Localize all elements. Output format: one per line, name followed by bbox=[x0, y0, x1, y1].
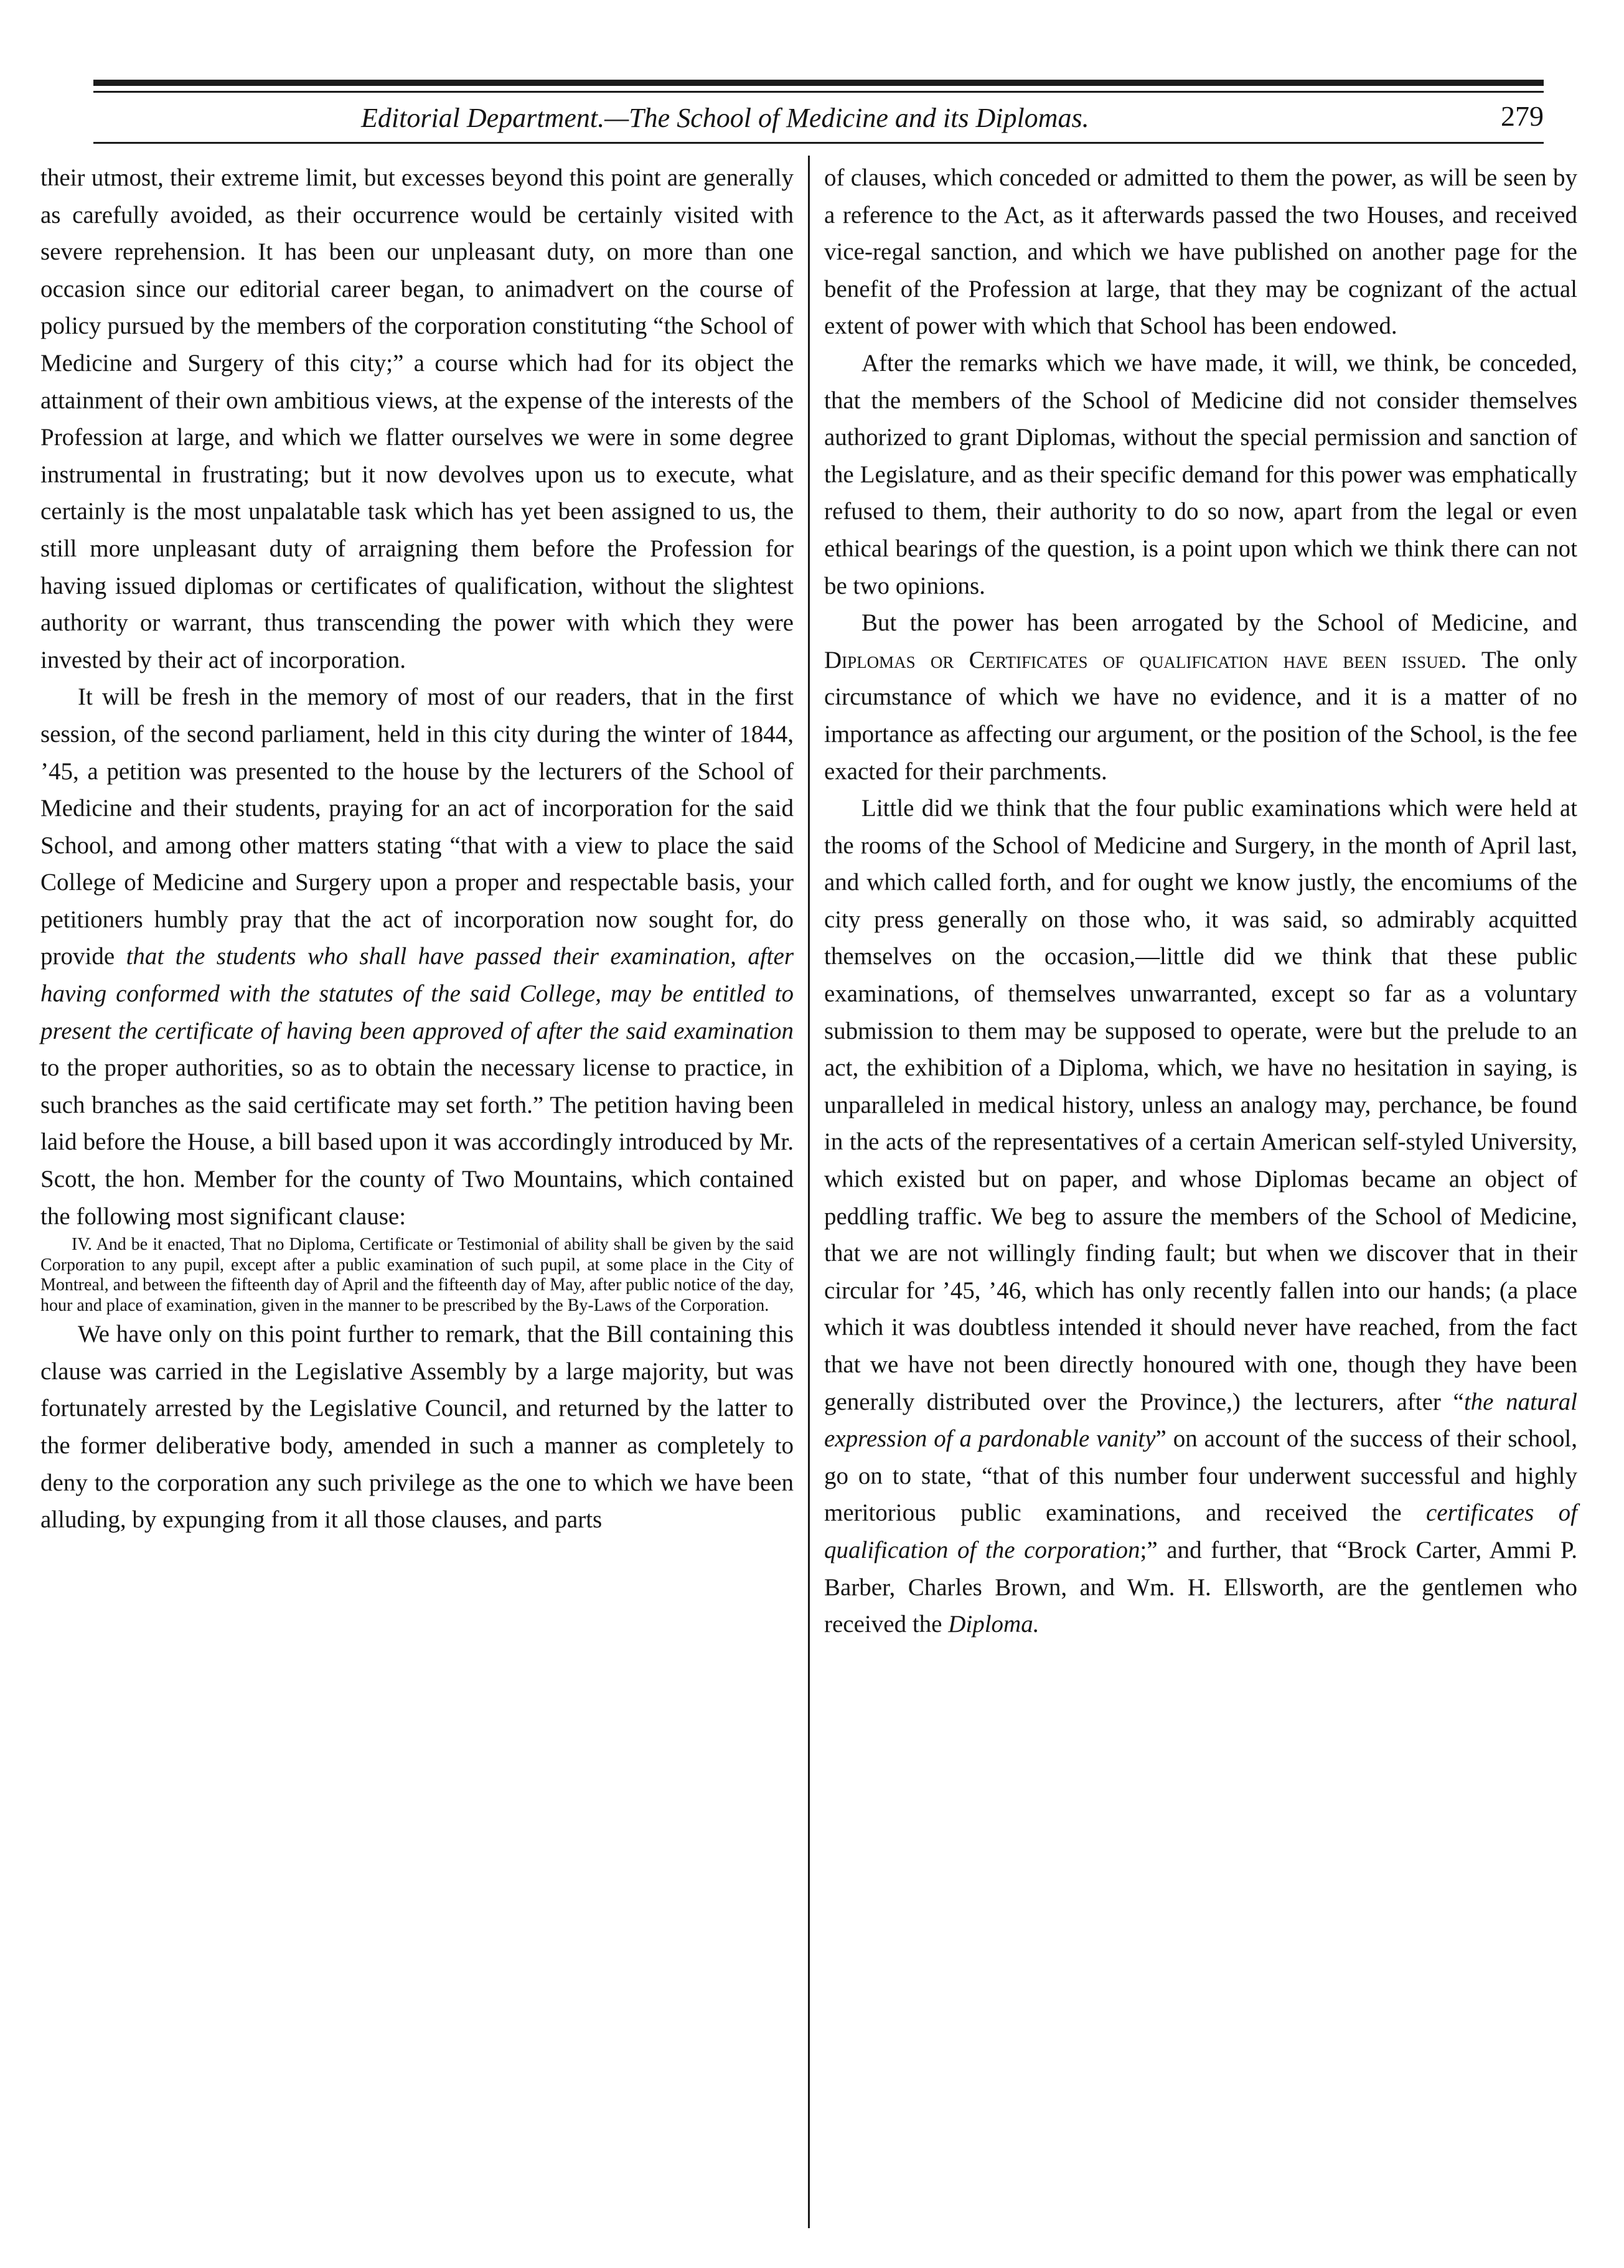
small-caps-text-run: Diplomas or Certificates of qualification have been issued. bbox=[824, 646, 1467, 673]
italic-text-run: that the students who shall have passed their examination, after having conformed with the statutes of the said College, may be entitled to present the certificate of having been approved of after the said examination bbox=[40, 943, 794, 1044]
statute-clause: IV. And be it enacted, That no Diploma, Certificate or Testimonial of ability shall be given by the said Corporation to any pupil, except after a public examination of such pupil, at some place in the City of Montreal, and between the fifteenth day of April and the fifteenth day of May, after public notice of the day, hour and place of examination, given in the manner to be prescribed by the By-Laws of the Corporation. bbox=[40, 1235, 794, 1315]
running-title: Editorial Department.—The School of Medicine and its Diplomas. bbox=[361, 103, 1089, 133]
running-header bbox=[93, 100, 1544, 139]
header-rule-thick bbox=[93, 80, 1544, 86]
text-run: ” on account of the success of their school, go on to state, “that of this number four underwent successful and highly meritorious public examinations, and received the bbox=[824, 1425, 1577, 1527]
header-rule-thin bbox=[93, 91, 1544, 93]
paragraph bbox=[824, 604, 1577, 790]
italic-text-run: the natural expression of a pardonable vanity bbox=[824, 1388, 1577, 1453]
text-run: The only circumstance of which we have no evidence, and it is a matter of no importance as affecting our argument, or the position of the School, is the fee exacted for their parchments. bbox=[824, 646, 1577, 785]
header-underline bbox=[93, 142, 1544, 144]
text-run: It will be fresh in the memory of most of our readers, that in the first session, of the second parliament, held in this city during the winter of 1844, ’45, a petition was presented to the house by the lecturers of the School of Medicine and their students, praying for an act of incorporation for the said School, and among other matters stating “that with a view to place the said College of Medicine and Surgery upon a proper and respectable basis, your petitioners humbly pray that the act of incorporation now sought for, do provide bbox=[40, 683, 794, 970]
paragraph: of clauses, which conceded or admitted to them the power, as will be seen by a reference to the Act, as it afterwards passed the two Houses, and received vice-regal sanction, and which we have published on another page for the benefit of the Profession at large, that they may be cognizant of the actual extent of power with which that School has been endowed. bbox=[824, 164, 1577, 340]
paragraph bbox=[40, 678, 794, 1235]
page-number: 279 bbox=[1501, 100, 1544, 132]
paragraph bbox=[824, 790, 1577, 1643]
text-run: to the proper authorities, so as to obtain the necessary license to practice, in such branches as the said certificate may set forth.” The petition having been laid before the House, a bill based upon it was accordingly introduced by Mr. Scott, the hon. Member for the county of Two Mountains, which contained the following most significant clause: bbox=[40, 1054, 794, 1230]
text-run: ;” and further, that “Brock Carter, Ammi P. Barber, Charles Brown, and Wm. H. Ellsworth, are the gentlemen who received the bbox=[824, 1536, 1577, 1638]
italic-text-run: certificates of qualification of the corporation bbox=[824, 1499, 1577, 1563]
paragraph: their utmost, their extreme limit, but excesses beyond this point are generally as carefully avoided, as their occurrence would be certainly visited with severe reprehension. It has been our unpleasant duty, on more than one occasion since our editorial career began, to animadvert on the course of policy pursued by the members of the corporation constituting “the School of Medicine and Surgery of this city;” a course which had for its object the attainment of their own ambitious views, at the expense of the interests of the Profession at large, and which we flatter ourselves we were in some degree instrumental in frustrating; but it now devolves upon us to execute, what certainly is the most unpalatable task which has yet been assigned to us, the still more unpleasant duty of arraigning them before the Profession for having issued diplomas or certificates of qualification, without the slightest authority or warrant, thus transcending the power with which they were invested by their act of incorporation. bbox=[40, 164, 794, 673]
right-column bbox=[824, 159, 1577, 1643]
text-run: But the power has been arrogated by the School of Medicine, and bbox=[861, 609, 1577, 637]
paragraph: After the remarks which we have made, it will, we think, be conceded, that the members of the School of Medicine did not consider themselves authorized to grant Diplomas, without the special permission and sanction of the Legislature, and as their specific demand for this power was emphatically refused to them, their authority to do so now, apart from the legal or even ethical bearings of the question, is a point upon which we think there can not be two opinions. bbox=[824, 349, 1577, 599]
paragraph: We have only on this point further to remark, that the Bill containing this clause was carried in the Legislative Assembly by a large majority, but was fortunately arrested by the Legislative Council, and returned by the latter to the former deliberative body, amended in such a manner as completely to deny to the corporation any such privilege as the one to which we have been alluding, by expunging from it all those clauses, and parts bbox=[40, 1321, 794, 1534]
italic-text-run: Diploma. bbox=[948, 1611, 1040, 1638]
text-run: Little did we think that the four public examinations which were held at the rooms of the School of Medicine and Surgery, in the month of April last, and which called forth, and for ought we know justly, the encomiums of the city press generally on those who, it was said, so admirably acquitted themselves on the occasion,—little did we think that these public examinations, of themselves unwarranted, except so far as a voluntary submission to them may be supposed to operate, were but the prelude to an act, the exhibition of a Diploma, which, we have no hesitation in saying, is unparalleled in medical history, unless an analogy may, perchance, be found in the acts of the representatives of a certain American self-styled University, which existed but on paper, and whose Diplomas became an object of peddling traffic. We beg to assure the members of the School of Medicine, that we are not willingly finding fault; but when we discover that in their circular for ’45, ’46, which has only recently fallen into our hands; (a place which it was doubtless intended it should never have reached, from the fact that we have not been directly honoured with one, though they have been generally distributed over the Province,) the lecturers, after “ bbox=[824, 795, 1577, 1415]
column-divider bbox=[808, 156, 810, 2228]
left-column bbox=[40, 159, 794, 1539]
